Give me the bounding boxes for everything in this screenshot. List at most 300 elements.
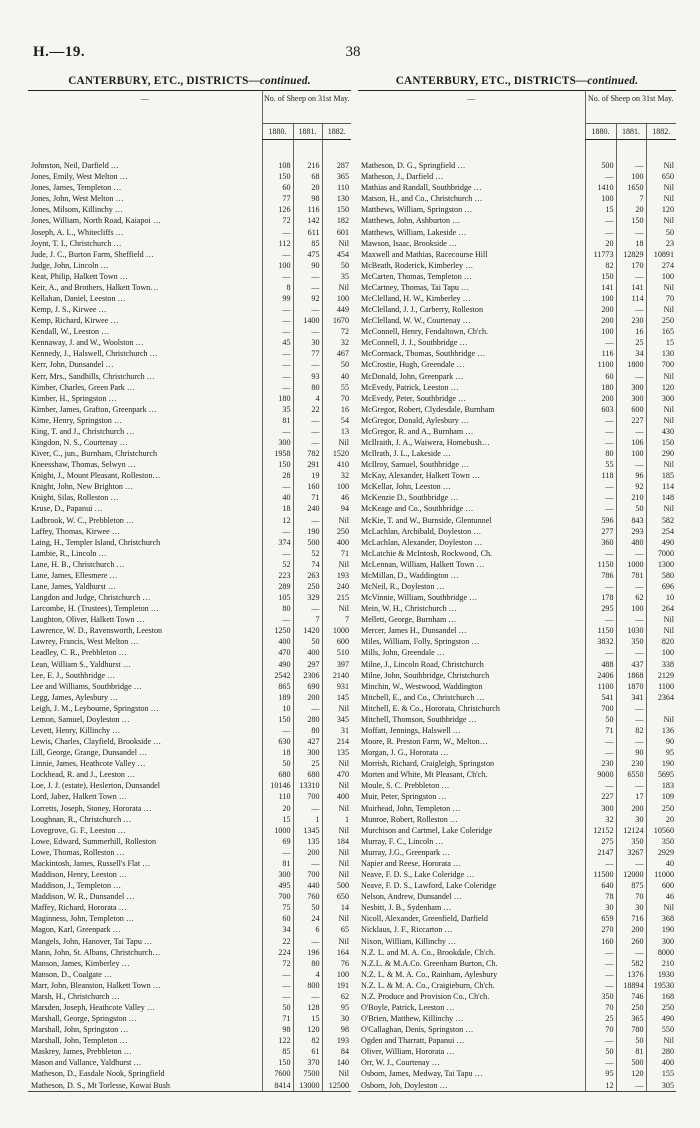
sheep-1882: Nil — [646, 614, 676, 625]
holder-name: McBeath, Roderick, Kimberley … — [361, 260, 474, 270]
sheep-1882: 467 — [322, 348, 351, 359]
table-row — [28, 980, 351, 991]
sheep-1882: 140 — [322, 1057, 351, 1068]
sheep-1881: 52 — [293, 548, 322, 559]
table-row — [28, 1035, 351, 1046]
sheep-1881: — — [293, 271, 322, 282]
sheep-1881: 1870 — [616, 681, 646, 692]
sheep-1880: — — [585, 736, 616, 747]
holder-name: Kruse, D., Papanui … — [31, 504, 103, 514]
holder-name: Loe, J. J. (estate), Heslerton, Dunsandel — [31, 781, 161, 791]
sheep-1882: Nil — [646, 714, 676, 725]
table-row — [358, 282, 676, 293]
table-row — [28, 204, 351, 215]
sheep-1880: 100 — [585, 293, 616, 304]
table-row — [28, 935, 351, 946]
sheep-1880: 360 — [585, 537, 616, 548]
sheep-1882: Nil — [322, 780, 351, 791]
sheep-1881: 100 — [616, 171, 646, 182]
holder-name: Moule, S. C. Prebbleton … — [361, 781, 450, 791]
sheep-1880: 34 — [262, 924, 293, 935]
sheep-1881: — — [616, 370, 646, 381]
sheep-1881: 13000 — [293, 1079, 322, 1091]
table-row — [358, 902, 676, 913]
table-row — [358, 647, 676, 658]
holder-name: N.Z. L. & M. A. Co., Craigieburn, Ch'ch. — [361, 980, 495, 990]
left-column — [28, 72, 351, 1092]
sheep-1882: 150 — [322, 204, 351, 215]
sheep-1880: 865 — [262, 681, 293, 692]
sheep-1881: 50 — [293, 902, 322, 913]
sheep-1882: 14 — [322, 902, 351, 913]
holder-name: Maskrey, James, Prebbleton … — [31, 1047, 132, 1057]
sheep-1880: 400 — [262, 636, 293, 647]
holder-name: Kerr, Mrs., Sandhills, Christchurch … — [31, 371, 155, 381]
sheep-1881: 25 — [616, 337, 646, 348]
holder-name: Morgan, J. G., Hororata … — [361, 748, 449, 758]
sheep-1882: 84 — [322, 1046, 351, 1057]
page-header — [33, 44, 673, 62]
sheep-1882: 250 — [646, 1002, 676, 1013]
sheep-1881: 746 — [616, 991, 646, 1002]
table-row — [358, 969, 676, 980]
table-row — [28, 160, 351, 171]
sheep-1880: 150 — [262, 171, 293, 182]
sheep-1881: 1345 — [293, 825, 322, 836]
table-row — [28, 448, 351, 459]
sheep-1882: Nil — [646, 304, 676, 315]
left-name-header: — — [140, 94, 149, 103]
sheep-1880: 270 — [585, 924, 616, 935]
holder-name: Mangels, John, Hanover, Tai Tapu … — [31, 936, 152, 946]
sheep-1882: 490 — [646, 537, 676, 548]
sheep-1880: — — [585, 947, 616, 958]
table-row — [358, 836, 676, 847]
sheep-1882: 600 — [322, 636, 351, 647]
sheep-1882: Nil — [646, 193, 676, 204]
table-row — [358, 736, 676, 747]
sheep-1882: 582 — [646, 515, 676, 526]
holder-name: Morten and White, Mt Pleasant, Ch'ch. — [361, 770, 488, 780]
sheep-1880: — — [262, 526, 293, 537]
sheep-1880: 490 — [262, 659, 293, 670]
sheep-1880: 72 — [262, 215, 293, 226]
sheep-1881: 843 — [616, 515, 646, 526]
holder-name: Oliver, William, Hororata … — [361, 1047, 455, 1057]
holder-name: Mitchell, Thomson, Southbridge … — [361, 714, 477, 724]
sheep-1880: — — [262, 326, 293, 337]
sheep-1881: 12829 — [616, 249, 646, 260]
table-row — [28, 780, 351, 791]
sheep-1882: 264 — [646, 603, 676, 614]
sheep-1881: 300 — [616, 393, 646, 404]
sheep-1881: — — [616, 614, 646, 625]
sheep-1882: 931 — [322, 681, 351, 692]
sheep-1881: 116 — [293, 204, 322, 215]
sheep-1880: 55 — [585, 459, 616, 470]
holder-name: Mein, W. H., Christchurch … — [361, 604, 457, 614]
sheep-1880: 680 — [262, 769, 293, 780]
sheep-1882: 120 — [646, 204, 676, 215]
table-row — [28, 315, 351, 326]
sheep-1881: 68 — [293, 171, 322, 182]
table-row — [358, 570, 676, 581]
sheep-1880: — — [585, 747, 616, 758]
table-row — [358, 393, 676, 404]
holder-name: McDonald, John, Greenpark … — [361, 371, 464, 381]
sheep-1881: — — [616, 714, 646, 725]
holder-name: Mitchell, E., and Co., Christchurch … — [361, 692, 485, 702]
table-row — [28, 647, 351, 658]
sheep-1881: 96 — [616, 470, 646, 481]
sheep-1880: 640 — [585, 880, 616, 891]
holder-name: Matheson, J., Darfield … — [361, 172, 444, 182]
holder-name: Leadley, C. R., Prebbleton … — [31, 648, 127, 658]
table-row — [358, 858, 676, 869]
sheep-1882: 110 — [322, 182, 351, 193]
sheep-1881: 2306 — [293, 670, 322, 681]
sheep-1880: 112 — [262, 238, 293, 249]
holder-name: McIlrath, J. L., Lakeside … — [361, 449, 451, 459]
sheep-1881: 93 — [293, 370, 322, 381]
table-row — [28, 282, 351, 293]
sheep-1881: 230 — [616, 315, 646, 326]
sheep-1880: 227 — [585, 791, 616, 802]
sheep-1881: 30 — [293, 337, 322, 348]
sheep-1881: 800 — [293, 980, 322, 991]
sheep-1882: 191 — [322, 980, 351, 991]
sheep-1882: 120 — [646, 382, 676, 393]
table-row — [28, 769, 351, 780]
sheep-1882: 100 — [322, 969, 351, 980]
sheep-1880: — — [585, 415, 616, 426]
sheep-1882: 90 — [646, 736, 676, 747]
sheep-1881: — — [293, 991, 322, 1002]
sheep-1881: — — [293, 326, 322, 337]
sheep-1882: 109 — [646, 791, 676, 802]
right-title-main: CANTERBURY, ETC., DISTRICTS— — [395, 75, 588, 87]
holder-name: Nicklaus, J. F., Riccarton … — [361, 925, 453, 935]
sheep-1882: 183 — [646, 780, 676, 791]
sheep-1881: 1030 — [616, 625, 646, 636]
sheep-1881: 70 — [616, 891, 646, 902]
holder-name: Kendall, W., Leeston … — [31, 327, 110, 337]
sheep-1881: 227 — [616, 415, 646, 426]
sheep-1880: — — [585, 548, 616, 559]
sheep-1881: 34 — [616, 348, 646, 359]
table-row — [358, 725, 676, 736]
sheep-1882: 11000 — [646, 869, 676, 880]
sheep-1880: — — [262, 359, 293, 370]
sheep-1880: 98 — [262, 1024, 293, 1035]
table-row — [28, 847, 351, 858]
sheep-1882: 130 — [322, 193, 351, 204]
sheep-1881: 190 — [293, 526, 322, 537]
sheep-1880: — — [585, 215, 616, 226]
sheep-1882: Nil — [322, 858, 351, 869]
sheep-1882: 550 — [646, 1024, 676, 1035]
sheep-1880: 230 — [585, 758, 616, 769]
table-row — [358, 581, 676, 592]
sheep-1882: Nil — [322, 913, 351, 924]
sheep-1881: 7 — [293, 614, 322, 625]
holder-name: McVinnie, William, Southbridge … — [361, 593, 478, 603]
holder-name: McMillan, D., Waddington … — [361, 570, 459, 580]
sheep-1881: 240 — [293, 503, 322, 514]
sheep-1881: — — [616, 736, 646, 747]
table-row — [28, 326, 351, 337]
holder-name: McLatchie & McIntosh, Rockwood, Ch. — [361, 548, 493, 558]
sheep-1881: 80 — [293, 725, 322, 736]
table-row — [28, 515, 351, 526]
holder-name: Kimber, H., Springston … — [31, 393, 117, 403]
holder-name: Osborn, James, Medway, Tai Tapu … — [361, 1069, 483, 1079]
sheep-1881: 135 — [293, 836, 322, 847]
sheep-1882: 130 — [646, 348, 676, 359]
sheep-1882: Nil — [646, 503, 676, 514]
holder-name: Kellahan, Daniel, Leeston … — [31, 293, 126, 303]
holder-name: Lane, James, Ellesmere … — [31, 570, 118, 580]
holder-name: McIlroy, Samuel, Southbridge … — [361, 460, 470, 470]
sheep-1880: 81 — [262, 858, 293, 869]
holder-name: Lemon, Samuel, Doyleston … — [31, 714, 130, 724]
holder-name: Matthews, John, Ashburton … — [361, 216, 461, 226]
sheep-1882: 190 — [646, 924, 676, 935]
sheep-1881: — — [293, 437, 322, 448]
sheep-1880: 18 — [262, 503, 293, 514]
sheep-1881: 200 — [293, 847, 322, 858]
sheep-1881: — — [616, 647, 646, 658]
sheep-1880: — — [262, 348, 293, 359]
sheep-1882: 397 — [322, 659, 351, 670]
sheep-1881: 700 — [293, 791, 322, 802]
sheep-1880: — — [585, 171, 616, 182]
sheep-1881: 300 — [293, 747, 322, 758]
sheep-1880: 32 — [585, 814, 616, 825]
left-column-title — [28, 72, 351, 90]
sheep-1882: 5695 — [646, 769, 676, 780]
sheep-1881: — — [293, 603, 322, 614]
table-row — [358, 271, 676, 282]
holder-name: McEvedy, Patrick, Leeston … — [361, 382, 459, 392]
sheep-1882: 100 — [646, 647, 676, 658]
sheep-1881: 81 — [616, 1046, 646, 1057]
holder-name: Neave, F. D. S., Lawford, Lake Coleridge — [361, 881, 497, 891]
sheep-1882: 193 — [322, 570, 351, 581]
table-row — [358, 880, 676, 891]
sheep-1882: 8000 — [646, 947, 676, 958]
sheep-1882: 35 — [322, 271, 351, 282]
sheep-1881: 61 — [293, 1046, 322, 1057]
sheep-1882: 32 — [322, 470, 351, 481]
holder-name: Kennedy, J., Halswell, Christchurch … — [31, 349, 158, 359]
sheep-1880: 40 — [262, 492, 293, 503]
sheep-1880: — — [585, 958, 616, 969]
sheep-1880: — — [585, 337, 616, 348]
sheep-1881: 170 — [616, 260, 646, 271]
sheep-1882: 1670 — [322, 315, 351, 326]
table-row — [28, 1046, 351, 1057]
page-number: 38 — [345, 44, 361, 60]
sheep-1881: — — [616, 271, 646, 282]
sheep-1881: 475 — [293, 249, 322, 260]
holder-name: Maddison, J., Templeton … — [31, 881, 122, 891]
sheep-1880: 541 — [585, 692, 616, 703]
sheep-1881: 437 — [616, 659, 646, 670]
sheep-1881: 582 — [616, 958, 646, 969]
sheep-1881: 71 — [293, 492, 322, 503]
sheep-1882: 214 — [322, 736, 351, 747]
sheep-1881: — — [616, 226, 646, 237]
sheep-1882: Nil — [646, 282, 676, 293]
sheep-1880: 2406 — [585, 670, 616, 681]
sheep-1881: — — [293, 703, 322, 714]
sheep-1881: — — [293, 803, 322, 814]
holder-name: Moore, R. Preston Farm, W., Melton… — [361, 737, 488, 747]
holder-name: Ogden and Tharratt, Papanui … — [361, 1036, 465, 1046]
holder-name: Knight, Silas, Rolleston … — [31, 493, 119, 503]
sheep-1881: 18 — [616, 238, 646, 249]
table-row — [28, 825, 351, 836]
sheep-1880: 100 — [262, 260, 293, 271]
table-row — [358, 935, 676, 946]
table-row — [28, 625, 351, 636]
sheep-1880: 116 — [585, 348, 616, 359]
sheep-1882: Nil — [322, 437, 351, 448]
sheep-1881: 200 — [293, 692, 322, 703]
sheep-1881: 92 — [616, 481, 646, 492]
right-column-title — [358, 72, 676, 90]
holder-name: Morrish, Richard, Craigleigh, Springston — [361, 759, 495, 769]
sheep-1882: 15 — [646, 337, 676, 348]
sheep-1881: 400 — [293, 647, 322, 658]
table-row — [358, 891, 676, 902]
table-row — [358, 370, 676, 381]
table-row — [28, 382, 351, 393]
table-row — [358, 326, 676, 337]
sheep-1880: 300 — [585, 803, 616, 814]
sheep-1882: 46 — [646, 891, 676, 902]
sheep-1880: 75 — [262, 902, 293, 913]
sheep-1882: 10 — [646, 592, 676, 603]
sheep-1882: Nil — [646, 1035, 676, 1046]
sheep-1882: 114 — [646, 481, 676, 492]
holder-name: McIlraith, J. A., Waiwera, Homebush… — [361, 437, 490, 447]
sheep-1880: — — [262, 980, 293, 991]
table-row — [358, 924, 676, 935]
table-row — [28, 470, 351, 481]
holder-name: Laffey, Thomas, Kirwee … — [31, 526, 120, 536]
sheep-1881: 17 — [616, 791, 646, 802]
sheep-1880: — — [585, 581, 616, 592]
sheep-1881: — — [616, 947, 646, 958]
holder-name: Mellett, George, Burnham … — [361, 615, 457, 625]
sheep-1880: 1250 — [262, 625, 293, 636]
table-row — [28, 182, 351, 193]
sheep-1881: — — [293, 935, 322, 946]
sheep-1881: 216 — [293, 160, 322, 171]
sheep-1880: 11500 — [585, 869, 616, 880]
sheep-1880: 22 — [262, 935, 293, 946]
sheep-1880: 10146 — [262, 780, 293, 791]
holder-name: Jones, John, West Melton … — [31, 194, 124, 204]
left-title-cont: continued. — [259, 75, 311, 87]
sheep-1880: — — [585, 969, 616, 980]
sheep-1881: — — [616, 581, 646, 592]
table-row — [358, 337, 676, 348]
sheep-1880: 126 — [262, 204, 293, 215]
sheep-1881: 291 — [293, 459, 322, 470]
sheep-1881: — — [293, 415, 322, 426]
sheep-1880: — — [262, 370, 293, 381]
table-row — [28, 481, 351, 492]
sheep-1881: 150 — [616, 215, 646, 226]
sheep-1880: 77 — [262, 193, 293, 204]
sheep-1881: 30 — [616, 902, 646, 913]
holder-name: Knight, J., Mount Pleasant, Rolleston… — [31, 471, 161, 481]
sheep-1880: 81 — [262, 415, 293, 426]
holder-name: Judge, John, Lincoln … — [31, 260, 109, 270]
sheep-1882: 23 — [646, 238, 676, 249]
holder-name: Mackintosh, James, Russell's Flat … — [31, 858, 151, 868]
sheep-1882: Nil — [646, 415, 676, 426]
holder-name: McKay, Alexander, Halkett Town … — [361, 471, 480, 481]
holder-name: Mason and Vallance, Yaldhurst … — [31, 1058, 142, 1068]
sheep-1880: 69 — [262, 836, 293, 847]
sheep-1882: 165 — [646, 326, 676, 337]
sheep-1880: 150 — [262, 459, 293, 470]
sheep-1880: 300 — [262, 869, 293, 880]
table-row — [358, 913, 676, 924]
table-row — [28, 791, 351, 802]
sheep-1881: 263 — [293, 570, 322, 581]
sheep-1882: 19530 — [646, 980, 676, 991]
holder-name: Kemp, J. S., Kirwee … — [31, 305, 107, 315]
sheep-1880: 189 — [262, 692, 293, 703]
sheep-1880: — — [262, 426, 293, 437]
table-row — [28, 659, 351, 670]
sheep-1880: 3832 — [585, 636, 616, 647]
sheep-1882: 2140 — [322, 670, 351, 681]
sheep-1882: 254 — [646, 526, 676, 537]
table-row — [28, 614, 351, 625]
holder-name: Lovegrove, G. F., Leeston … — [31, 825, 126, 835]
sheep-1880: — — [585, 780, 616, 791]
sheep-1880: 70 — [585, 1002, 616, 1013]
sheep-1881: 15 — [293, 1013, 322, 1024]
table-row — [358, 492, 676, 503]
sheep-1880: — — [262, 481, 293, 492]
sheep-1881: 142 — [293, 215, 322, 226]
holder-name: McCormack, Thomas, Southbridge … — [361, 349, 486, 359]
table-row — [28, 836, 351, 847]
sheep-1881: 50 — [616, 1035, 646, 1046]
table-row — [28, 869, 351, 880]
holder-name: Kingdon, N. S., Courtenay … — [31, 437, 128, 447]
sheep-1882: 345 — [322, 714, 351, 725]
sheep-1882: Nil — [322, 515, 351, 526]
sheep-1881: — — [293, 359, 322, 370]
sheep-1882: 400 — [322, 791, 351, 802]
sheep-1880: 295 — [585, 603, 616, 614]
table-row — [28, 636, 351, 647]
table-row — [28, 747, 351, 758]
holder-name: Osborn, Job, Doyleston … — [358, 1079, 585, 1091]
sheep-1881: 297 — [293, 659, 322, 670]
sheep-1880: — — [585, 226, 616, 237]
left-sheep-header: No. of Sheep on 31st May. — [262, 91, 351, 124]
holder-name: Napier and Reese, Hororata … — [361, 858, 462, 868]
